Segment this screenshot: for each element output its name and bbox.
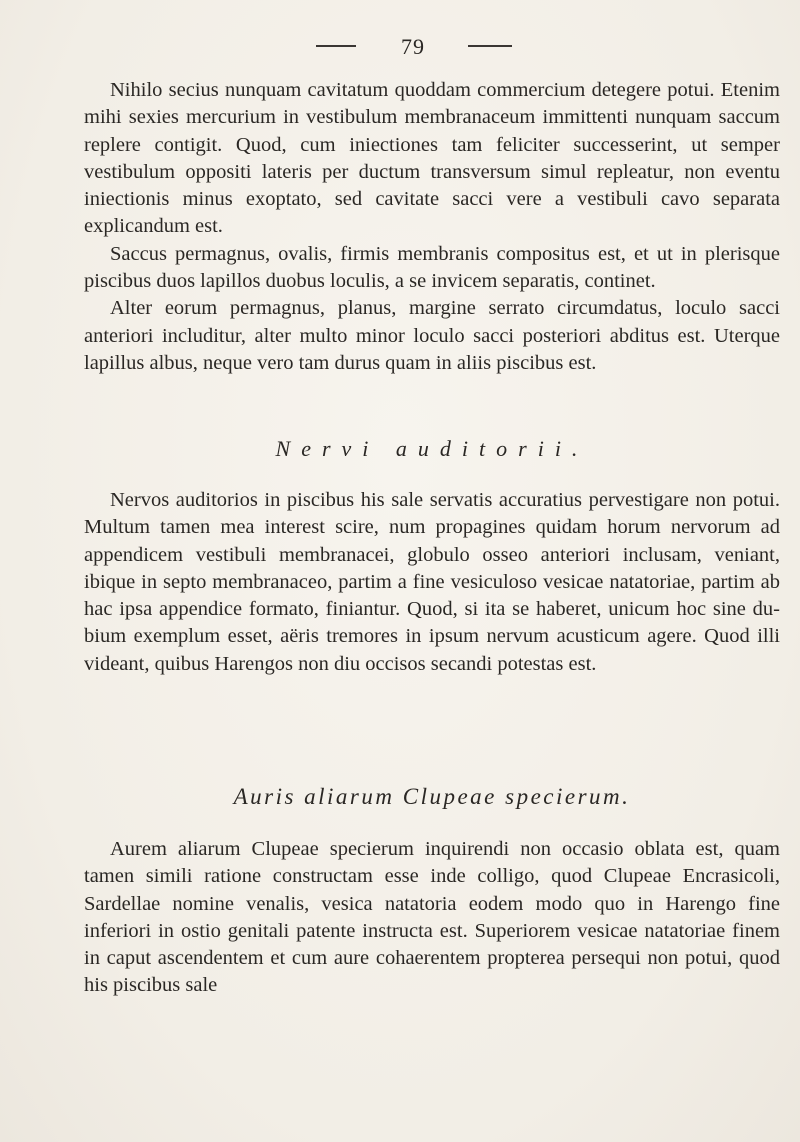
page-header	[0, 34, 800, 58]
paragraph-nervos: Nervos auditorios in piscibus his sale servatis accuratius pervestigare non potui. Multum tamen mea interest scire, num propagines quidam horum nervorum ad appendicem vestibuli membranacei, globulo osseo anteriori inclusam, veniant, ibique in septo membranaceo, partim a fine vesiculoso vesicae natatoriae, partim ab hac ipsa appendice formato, finiantur. Quod, si ita se haberet, unicum hoc sine dubium exemplum esset, aëris tremores in ipsum nervum acusticum agere. Quod illi videant, quibus Harengos non diu occisos secandi potestas est.	[84, 489, 780, 675]
section-auris-text	[84, 836, 780, 1000]
heading-nervi-auditorii: Nervi auditorii.	[275, 436, 589, 461]
header-rule-left	[316, 45, 356, 47]
heading-auris-clupeae: Auris aliarum Clupeae specierum.	[233, 784, 631, 809]
paragraph-aurem: Aurem aliarum Clupeae specierum inquirendi non occasio oblata est, quam tamen simili ratione constructam esse inde colligo, quod Clupeae Encrasicoli, Sardellae nomine venalis, vesica natatoria eodem modo quo in Harengo fine inferiori in ostio genitali patente instructa est. Superiorem vesicae natatoriae finem in caput ascendentem et cum aure cohaerentem propterea persequi non potui, quod his piscibus sale	[84, 838, 780, 997]
page-number: 79	[401, 34, 425, 59]
paragraph-lapilli: Alter eorum permagnus, planus, margine serrato circumdatus, loculo sacci anteriori includitur, alter multo minor loculo sacci posteriori abditus est. Uterque lapillus albus, neque vero tam durus quam in aliis piscibus est.	[84, 297, 780, 374]
header-rule-right	[468, 45, 512, 47]
paragraph-saccus: Saccus permagnus, ovalis, firmis membranis compositus est, et ut in plerisque piscibus duos lapillos duobus loculis, a se invicem separatis, continet.	[84, 242, 780, 293]
paragraph-commercium: Nihilo secius nunquam cavitatum quoddam commercium detegere potui. Etenim mihi sexies mercurium in vestibulum membranaceum immittenti nunquam saccum replere contigit. Quod, cum iniectiones tam feliciter successerint, ut semper vestibulum oppositi lateris per ductum transversum simul repleatur, non eventu iniectionis minus exoptato, sed cavitate sacci vere a vestibuli cavo separata explicandum est.	[84, 79, 780, 238]
section-vestibulum-text	[84, 77, 780, 377]
section-nervi-text	[84, 487, 780, 678]
